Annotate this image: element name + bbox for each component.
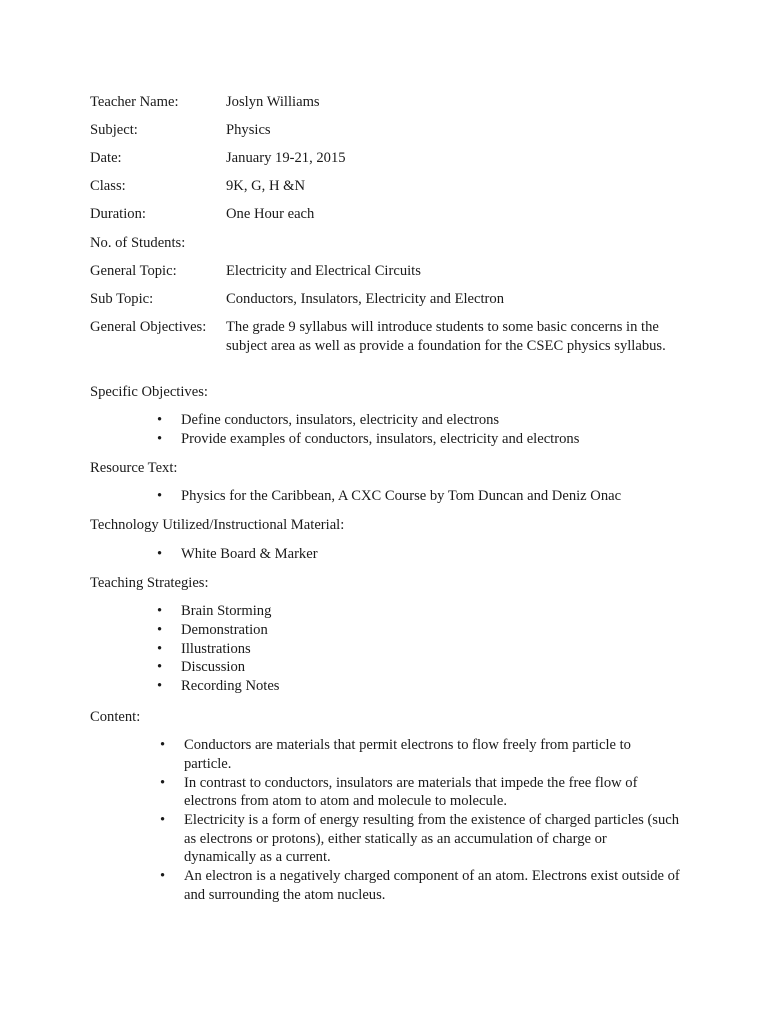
info-label: No. of Students: xyxy=(90,235,186,251)
info-label: Subject: xyxy=(90,122,138,138)
info-label: Sub Topic: xyxy=(90,291,154,307)
section-heading-content: Content: xyxy=(90,709,141,725)
list-item: • Define conductors, insulators, electricity and electrons xyxy=(157,411,697,430)
list-item: • Illustrations xyxy=(157,640,697,659)
teaching-strategies-list xyxy=(157,602,697,696)
info-label: General Topic: xyxy=(90,263,177,279)
section-heading-technology: Technology Utilized/Instructional Material: xyxy=(90,517,345,533)
list-item: • Demonstration xyxy=(157,621,697,640)
info-value: The grade 9 syllabus will introduce students to some basic concerns in the subject area as well as provide a foundation for the CSEC physics syllabus. xyxy=(226,319,666,354)
list-item: • Electricity is a form of energy resulting from the existence of charged particles (such as electrons or protons), either statically as an accumulation of charge or dynamically as a current. xyxy=(160,811,680,867)
list-item: • In contrast to conductors, insulators are materials that impede the free flow of electrons from atom to atom and molecule to molecule. xyxy=(160,774,680,811)
list-item: • White Board & Marker xyxy=(157,545,697,564)
technology-list xyxy=(157,545,697,564)
specific-objectives-list xyxy=(157,411,697,449)
info-value: 9K, G, H &N xyxy=(226,178,306,194)
info-value: One Hour each xyxy=(226,206,315,222)
section-heading-teaching-strategies: Teaching Strategies: xyxy=(90,575,209,591)
info-value: January 19-21, 2015 xyxy=(226,150,346,166)
section-heading-specific-objectives: Specific Objectives: xyxy=(90,384,208,400)
section-heading-resource-text: Resource Text: xyxy=(90,460,178,476)
list-item: • Recording Notes xyxy=(157,677,697,696)
list-item: • Physics for the Caribbean, A CXC Course by Tom Duncan and Deniz Onac xyxy=(157,487,697,506)
info-label: General Objectives: xyxy=(90,319,207,335)
list-item: • Conductors are materials that permit electrons to flow freely from particle to particle. xyxy=(160,736,680,773)
list-item: • Brain Storming xyxy=(157,602,697,621)
info-value: Joslyn Williams xyxy=(226,94,320,110)
list-item: • Provide examples of conductors, insulators, electricity and electrons xyxy=(157,430,697,449)
info-value: Physics xyxy=(226,122,271,138)
info-label: Date: xyxy=(90,150,122,166)
info-value: Electricity and Electrical Circuits xyxy=(226,263,421,279)
list-item: • An electron is a negatively charged component of an atom. Electrons exist outside of and surrounding the atom nucleus. xyxy=(160,867,680,904)
content-list xyxy=(160,736,680,905)
info-label: Teacher Name: xyxy=(90,94,179,110)
info-label: Class: xyxy=(90,178,126,194)
info-label: Duration: xyxy=(90,206,146,222)
info-value: Conductors, Insulators, Electricity and Electron xyxy=(226,291,505,307)
list-item: • Discussion xyxy=(157,658,697,677)
resource-text-list xyxy=(157,487,697,506)
